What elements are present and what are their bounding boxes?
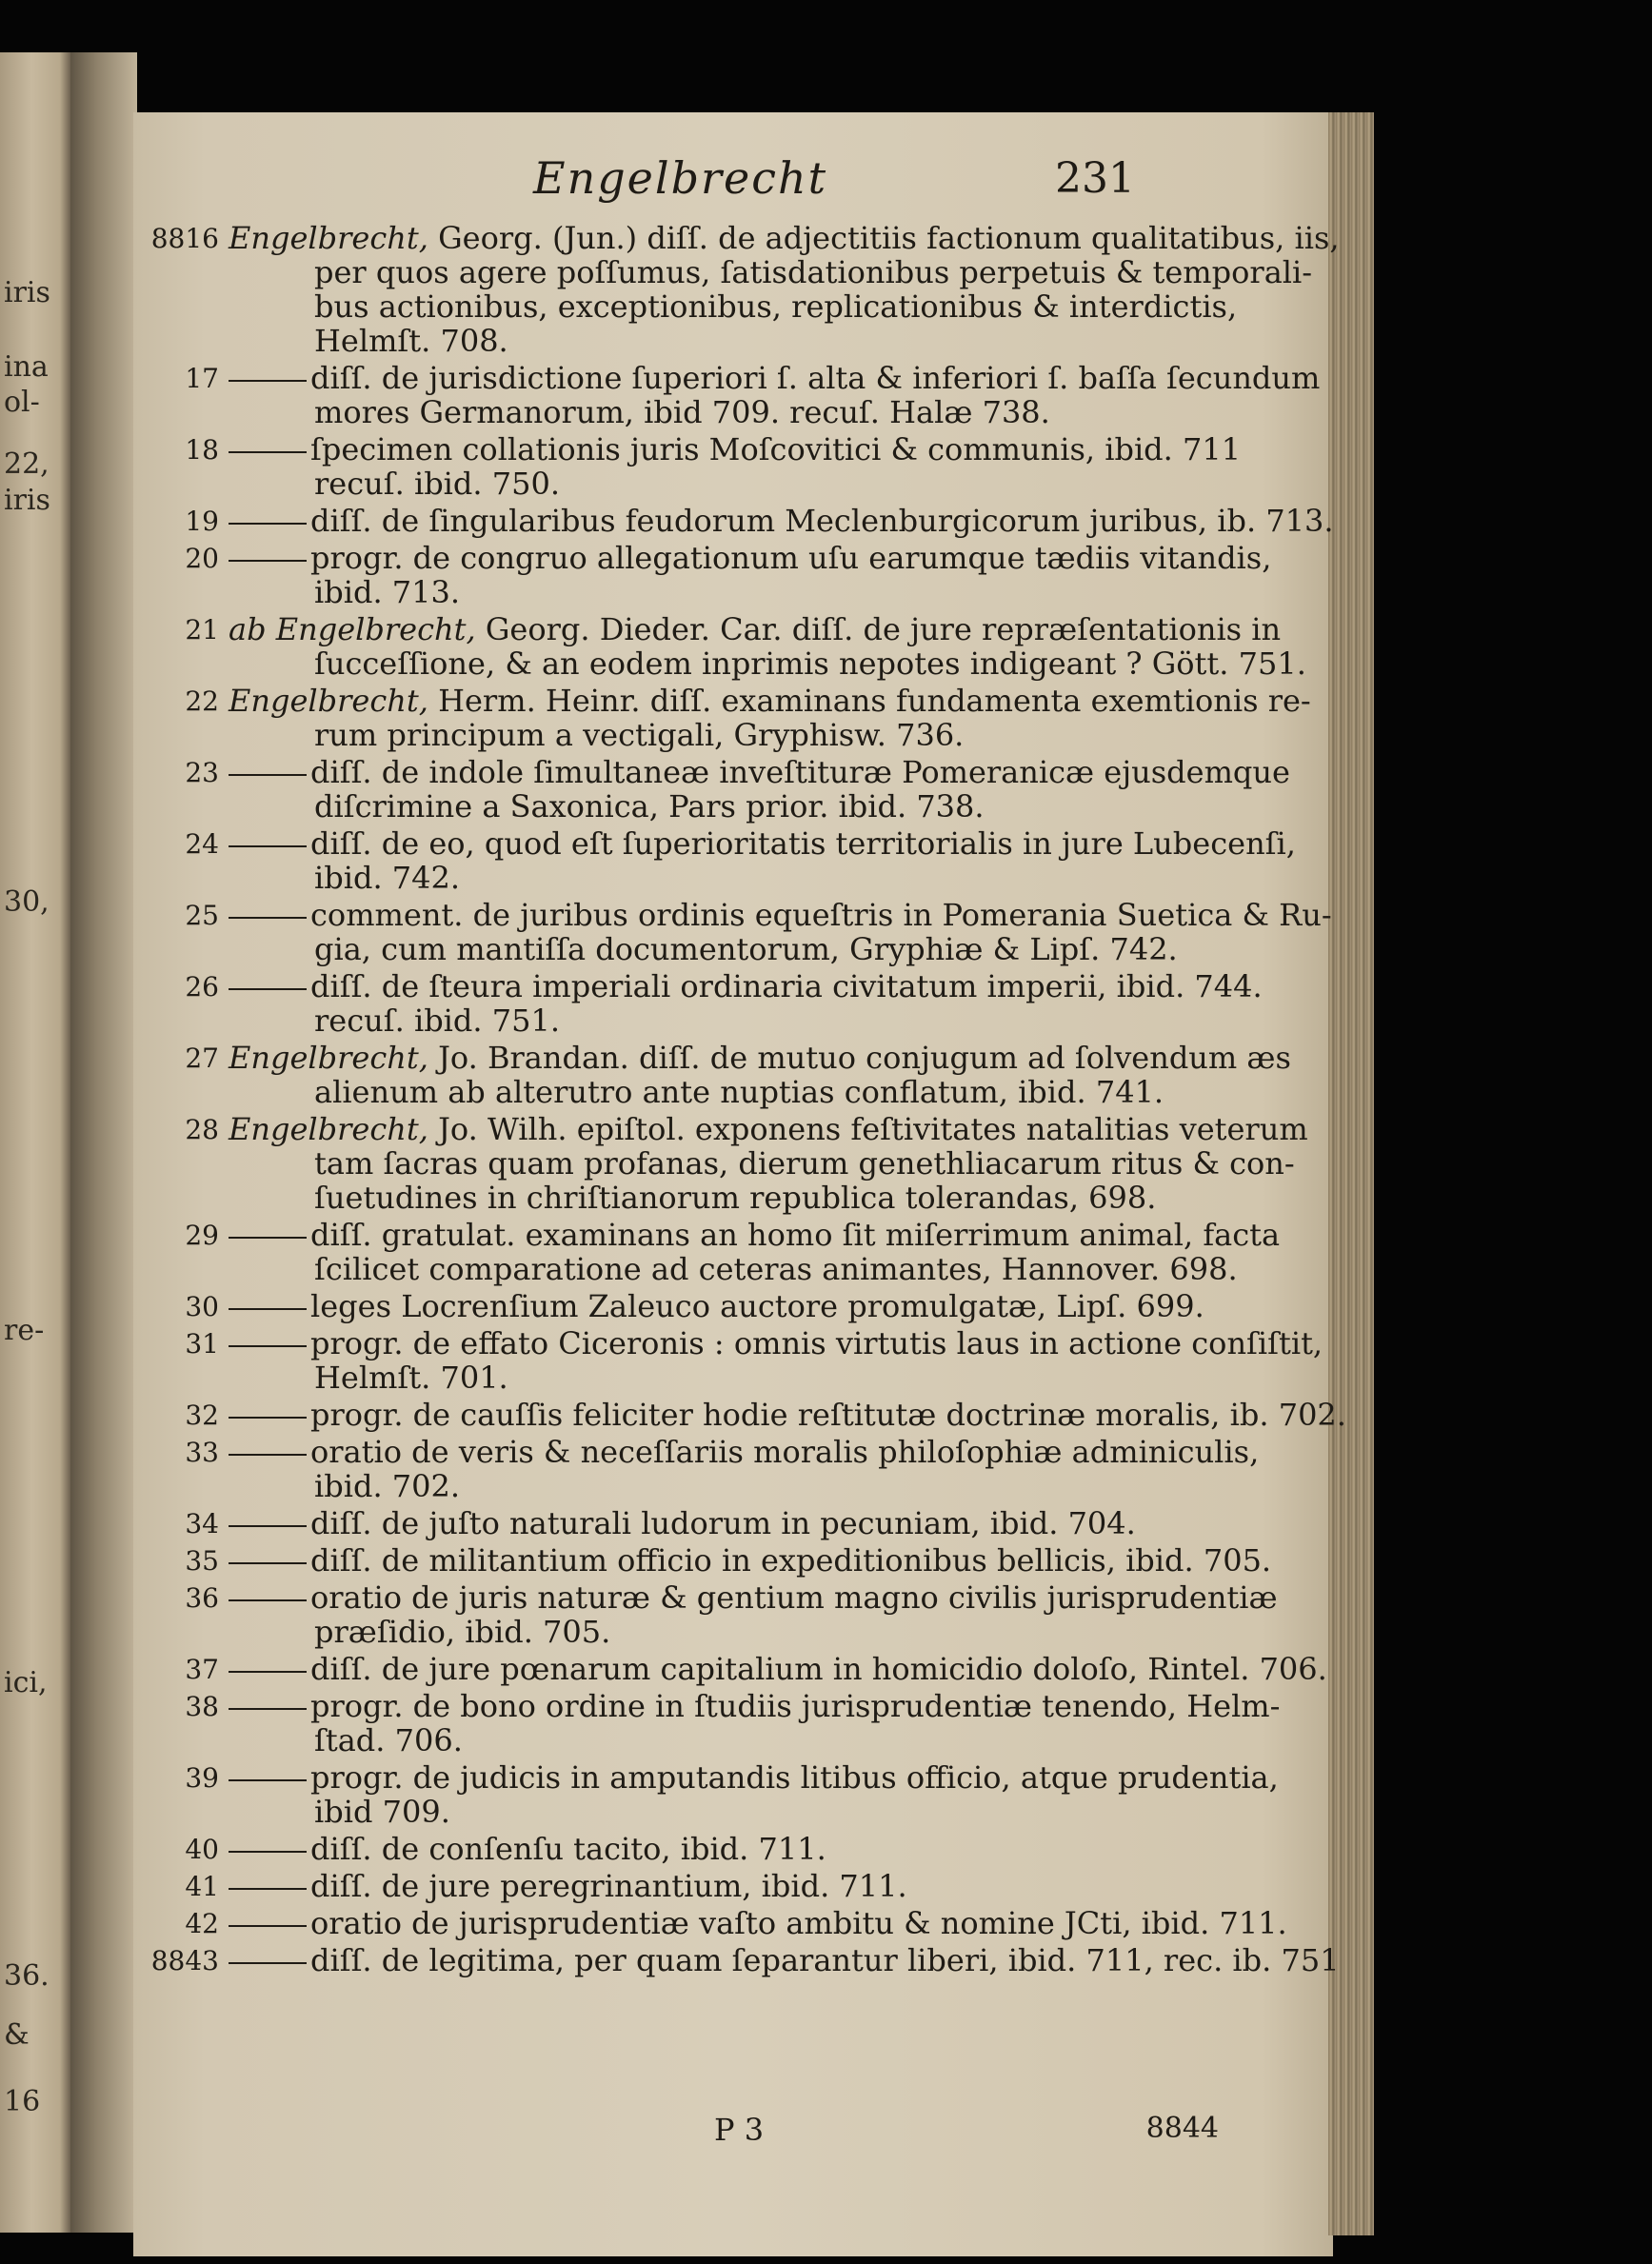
entry-line [229,1040,1291,1076]
entry-text: mores Germanorum, ibid 709. recuſ. Halæ 738. [314,394,1050,430]
entry [143,825,1296,896]
entry-line [229,1832,1219,1866]
bibliography-entries [143,220,1346,1980]
entry-number: 38 [185,1691,219,1722]
entry [143,1542,1272,1579]
entry [143,683,1311,753]
entry [143,1111,1308,1216]
entry-line [229,1111,1308,1147]
entry-text: Helmſt. 701. [314,1360,508,1396]
entry [143,1397,1346,1433]
book-gutter [70,52,137,2233]
entry-line [229,1145,1295,1182]
entry-text: Georg. Dieder. Car. diſſ. de jure repræſentationis in [485,611,1282,647]
author-name: Engelbrecht, [229,1040,428,1076]
previous-page-fragment: & [4,2018,30,2052]
ditto-dash [229,1925,307,1927]
entry-line [229,467,1219,501]
entry-number: 36 [185,1582,219,1614]
entry-line [229,1003,1219,1038]
entry-text: oratio de juris naturæ & gentium magno civilis jurisprudentiæ [310,1579,1278,1616]
entry-text: progr. de cauſſis feliciter hodie reſtitutæ doctrinæ moralis, ib. 702. [310,1397,1346,1433]
entry [143,754,1290,824]
entry-text: tam ſacras quam profanas, dierum genethliacarum ritus & con- [314,1145,1295,1182]
entry-text: diſcrimine a Saxonica, Pars prior. ibid. 738. [314,788,985,824]
entry-text: progr. de effato Ciceronis : omnis virtutis laus in actione conſiſtit, [310,1325,1324,1361]
entry-line [229,431,1242,467]
entry-line [229,1651,1327,1687]
ditto-dash [229,845,307,847]
ditto-dash [229,1345,307,1347]
entry-line [229,861,1219,895]
entry-line [229,1688,1281,1724]
entry-number: 23 [185,757,219,788]
entry [143,1942,1340,1978]
entry [143,1651,1327,1687]
entry-line [229,254,1313,290]
entry-line [229,1506,1219,1540]
previous-page-fragment: iris [4,484,50,517]
entry [143,1759,1279,1830]
entry [143,1289,1219,1323]
entry-line [229,825,1296,862]
ditto-dash [229,1562,307,1564]
entry [143,1325,1324,1396]
entry-number: 31 [185,1328,219,1360]
entry-text: diſſ. de jure pœnarum capitalium in homicidio doloſo, Rintel. 706. [310,1651,1327,1687]
entry-number: 24 [185,828,219,860]
ditto-dash [229,1237,307,1239]
entry-number: 21 [185,614,219,645]
ditto-dash [229,1851,307,1853]
entry-text: progr. de congruo allegationum uſu earumque tædiis vitandis, [310,540,1272,576]
entry-text: diſſ. de jure peregrinantium, ibid. 711. [310,1868,907,1904]
entry-text: diſſ. de legitima, per quam ſeparantur liberi, ibid. 711, rec. ib. 751 [310,1942,1340,1978]
entry-number: 35 [185,1545,219,1577]
entry-number: 8816 [150,223,219,254]
entry-line [229,718,1219,752]
entry-text: ibid 709. [314,1794,450,1830]
entry [143,1506,1219,1540]
entry-number: 30 [185,1291,219,1322]
entry-number: 27 [185,1043,219,1074]
entry [143,897,1332,967]
entry-text: per quos agere poſſumus, ſatisdationibus perpetuis & temporali- [314,254,1313,290]
entry-line [229,1434,1260,1470]
entry-line [229,1217,1281,1253]
entry-line [229,611,1282,647]
page-number: 231 [1055,154,1135,203]
entry-text: oratio de jurisprudentiæ vaſto ambitu & nomine JCti, ibid. 711. [310,1905,1287,1941]
page-edges [1328,112,1374,2235]
ditto-dash [229,1708,307,1710]
entry-text: ſtad. 706. [314,1722,463,1758]
entry-line [229,220,1340,256]
entry-line [229,1905,1287,1941]
previous-page-fragment: ici, [4,1666,48,1699]
entry-number: 41 [185,1871,219,1902]
entry-number: 34 [185,1508,219,1539]
previous-page-fragment: 16 [4,2085,41,2118]
ditto-dash [229,1308,307,1310]
author-name: Engelbrecht, [229,1111,428,1147]
previous-page-fragment: ina [4,350,49,384]
entry-number: 18 [185,434,219,466]
previous-page-fragment: iris [4,276,50,309]
entry-number: 42 [185,1908,219,1939]
entry-line [229,1542,1272,1579]
entry-number: 32 [185,1400,219,1431]
ditto-dash [229,1525,307,1527]
entry-text: ibid. 713. [314,574,461,610]
entry [143,540,1272,610]
entry-text: diſſ. de indole ſimultaneæ inveſtituræ Pomeranicæ ejusdemque [310,754,1290,790]
entry-text: ſuetudines in chriſtianorum republica tolerandas, 698. [314,1180,1157,1216]
ditto-dash [229,1671,307,1673]
entry-line [229,1723,1219,1758]
entry-number: 39 [185,1762,219,1794]
entry-number: 20 [185,543,219,574]
author-name: Engelbrecht, [229,220,428,256]
entry-line [229,1251,1238,1287]
entry-text: gia, cum mantiſſa documentorum, Gryphiæ & Lipſ. 742. [314,931,1178,967]
entry-text: oratio de veris & neceſſariis moralis philoſophiæ adminiculis, [310,1434,1260,1470]
ditto-dash [229,1888,307,1890]
entry-line [229,1469,1219,1503]
ditto-dash [229,1454,307,1456]
entry-line [229,1615,1219,1649]
entry-text: Jo. Wilh. epiſtol. exponens feſtivitates natalitias veterum [438,1111,1308,1147]
entry-text: recuſ. ibid. 750. [314,466,560,502]
entry-line [229,1289,1219,1323]
entry [143,503,1334,539]
entry-line [229,503,1334,539]
entry-text: ibid. 742. [314,860,461,896]
ditto-dash [229,523,307,525]
entry-line [229,683,1311,719]
entry [143,968,1263,1039]
entry [143,1688,1281,1758]
entry [143,1579,1278,1650]
entry-line [229,968,1263,1004]
entry [143,220,1340,359]
entry-number: 33 [185,1437,219,1468]
entry-line [229,575,1219,609]
entry-text: ſucceſſione, & an eodem inprimis nepotes indigeant ? Gött. 751. [314,645,1306,682]
ditto-dash [229,917,307,919]
entry-line [229,789,1219,824]
entry-number: 19 [185,506,219,537]
entry-text: Helmſt. 708. [314,323,508,359]
entry-line [229,1795,1219,1829]
page-footer [143,2112,1219,2150]
entry [143,611,1306,682]
entry-text: progr. de bono ordine in ſtudiis jurisprudentiæ tenendo, Helm- [310,1688,1281,1724]
entry-text: Georg. (Jun.) diſſ. de adjectitiis factionum qualitatibus, iis, [438,220,1340,256]
entry-text: diſſ. de juſto naturali ludorum in pecuniam, ibid. 704. [310,1505,1136,1541]
entry-number: 25 [185,900,219,931]
entry-text: diſſ. de jurisdictione ſuperiori ſ. alta & inferiori ſ. baſſa ſecundum [310,360,1321,396]
entry-line [229,288,1238,325]
ditto-dash [229,1779,307,1781]
entry-line [229,897,1332,933]
catchword: 8844 [1145,2112,1219,2145]
entry-text: rum principum a vectigali, Gryphisw. 736. [314,717,965,753]
entry-number: 22 [185,685,219,717]
entry-line [229,324,1219,358]
running-head-title: Engelbrecht [533,152,828,204]
entry-line [229,932,1219,966]
ditto-dash [229,988,307,990]
entry [143,431,1242,502]
entry [143,1040,1291,1110]
signature-mark: P 3 [714,2112,765,2148]
entry-line [229,1075,1219,1109]
entry-text: ſcilicet comparatione ad ceteras animantes, Hannover. 698. [314,1251,1238,1287]
entry-line [229,1942,1340,1978]
entry [143,1217,1281,1287]
entry-line [229,1360,1219,1395]
entry-line [229,540,1272,576]
entry-line [229,1325,1324,1361]
entry-text: Jo. Brandan. diſſ. de mutuo conjugum ad ſolvendum æs [438,1040,1291,1076]
entry-text: bus actionibus, exceptionibus, replicationibus & interdictis, [314,288,1238,325]
entry-number: 26 [185,971,219,1003]
entry-text: diſſ. de ſteura imperiali ordinaria civitatum imperii, ibid. 744. [310,968,1263,1004]
entry-line [229,1759,1279,1796]
entry-text: ibid. 702. [314,1468,461,1504]
entry-line [229,1579,1278,1616]
entry [143,1905,1287,1941]
entry-text: diſſ. de ſingularibus feudorum Meclenburgicorum juribus, ib. 713. [310,503,1334,539]
entry [143,1832,1219,1866]
entry-number: 29 [185,1220,219,1251]
entry [143,1434,1260,1504]
entry-text: progr. de judicis in amputandis litibus officio, atque prudentia, [310,1759,1279,1796]
entry-text: præſidio, ibid. 705. [314,1614,611,1650]
entry-line [229,360,1321,396]
author-name: ab Engelbrecht, [229,611,476,647]
ditto-dash [229,1417,307,1419]
previous-page-fragment: 22, [4,447,50,481]
ditto-dash [229,1962,307,1964]
entry-text: comment. de juribus ordinis equeſtris in Pomerania Suetica & Ru- [310,897,1332,933]
entry-text: Herm. Heinr. diſſ. examinans fundamenta exemtionis re- [438,683,1311,719]
entry [143,1869,1219,1903]
entry-number: 17 [185,363,219,394]
entry-number: 37 [185,1654,219,1685]
entry-text: diſſ. de conſenſu tacito, ibid. 711. [310,1831,826,1867]
entry-text: diſſ. de militantium officio in expeditionibus bellicis, ibid. 705. [310,1542,1272,1579]
previous-page-fragment: re- [4,1314,45,1347]
entry-number: 8843 [150,1945,219,1976]
entry-text: alienum ab alterutro ante nuptias conflatum, ibid. 741. [314,1074,1164,1110]
entry-line [229,395,1219,429]
entry-line [229,1181,1219,1215]
entry-number: 40 [185,1834,219,1865]
ditto-dash [229,1599,307,1601]
previous-page-fragment: 30, [4,885,50,919]
entry-text: recuſ. ibid. 751. [314,1003,560,1039]
author-name: Engelbrecht, [229,683,428,719]
entry-line [229,754,1290,790]
ditto-dash [229,380,307,382]
entry-line [229,645,1306,682]
entry-text: leges Locrenſium Zaleuco auctore promulgatæ, Lipſ. 699. [310,1288,1204,1324]
entry-line [229,1869,1219,1903]
entry-text: diſſ. de eo, quod eſt ſuperioritatis territorialis in jure Lubecenſi, [310,825,1296,862]
previous-page-fragment: ol- [4,386,40,419]
previous-page-fragment: 36. [4,1959,50,1993]
entry-number: 28 [185,1114,219,1145]
entry [143,360,1321,430]
entry-text: diſſ. gratulat. examinans an homo ſit miſerrimum animal, facta [310,1217,1281,1253]
ditto-dash [229,774,307,776]
ditto-dash [229,560,307,562]
entry-line [229,1397,1346,1433]
ditto-dash [229,451,307,453]
entry-text: ſpecimen collationis juris Moſcovitici & communis, ibid. 711 [310,431,1242,467]
